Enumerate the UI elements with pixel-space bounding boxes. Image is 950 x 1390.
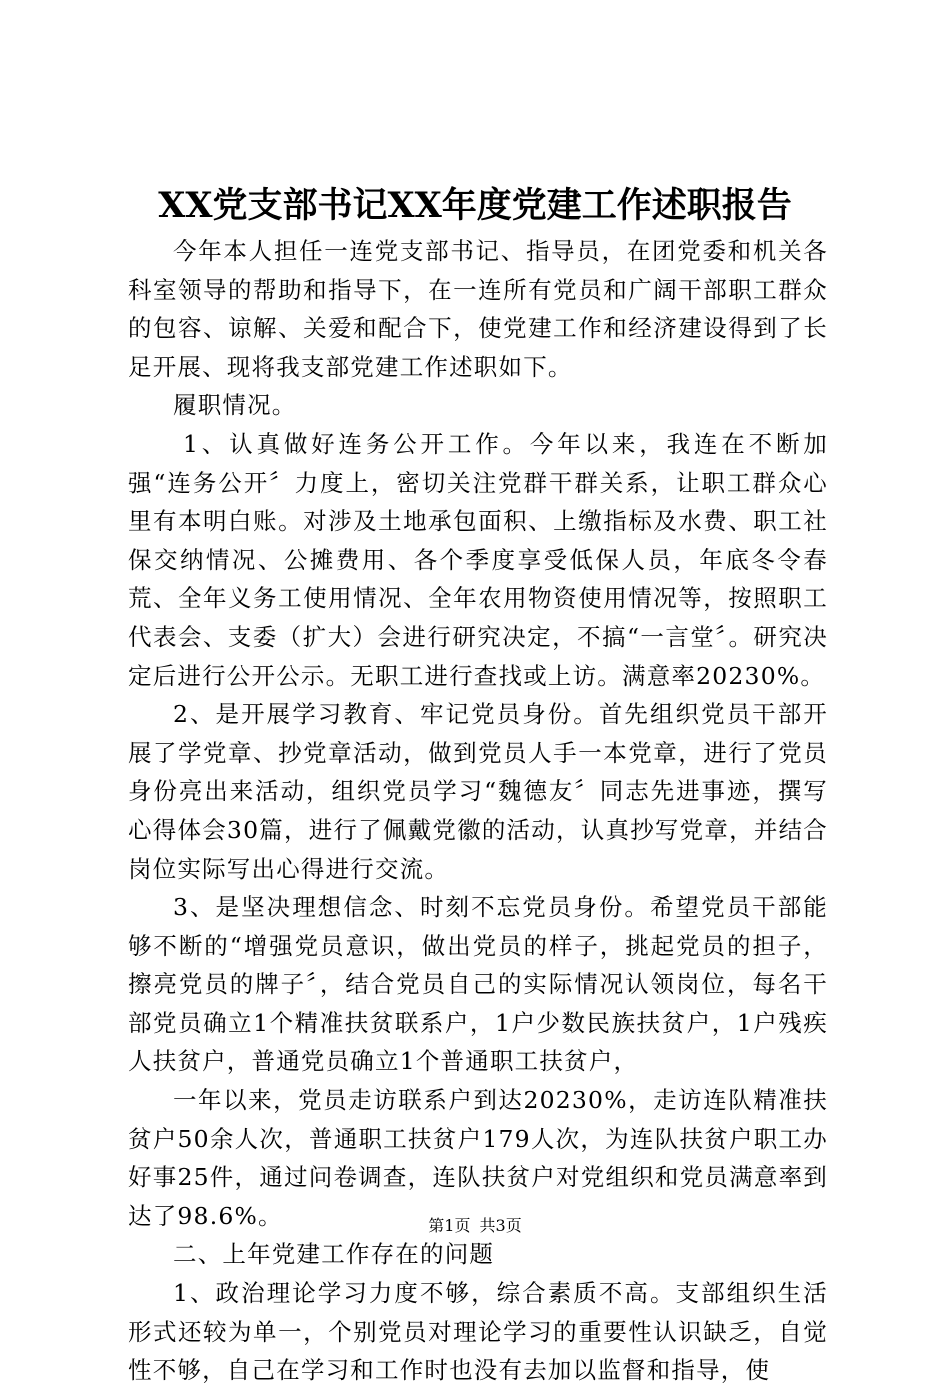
- paragraph-problem-1: 1、政治理论学习力度不够，综合素质不高。支部组织生活形式还较为单一，个别党员对理论学习的重要性认识缺乏，自觉性不够，自己在学习和工作时也没有去加以监督和指导，使: [128, 1279, 828, 1385]
- page-footer: [0, 1214, 950, 1238]
- document-title: XX党支部书记XX年度党建工作述职报告: [158, 185, 792, 226]
- paragraph-item-1: 1、认真做好连务公开工作。今年以来，我连在不断加强“连务公开〞力度上，密切关注党群干群关系，让职工群众心里有本明白账。对涉及土地承包面积、上缴指标及水费、职工社保交纳情况、公摊费用、各个季度享受低保人员，年底冬令春荒、全年义务工使用情况、全年农用物资使用情况等，按照职工代表会、支委（扩大）会进行研究决定，不搞“一言堂〞。研究决定后进行公开公示。无职工进行查找或上访。满意率20230%。: [128, 429, 828, 690]
- paragraph-heading-duties: 履职情况。: [173, 391, 297, 420]
- paragraph-yearly-results: 一年以来，党员走访联系户到达20230%，走访连队精准扶贫户50余人次，普通职工扶贫户179人次，为连队扶贫户职工办好事25件，通过问卷调查，连队扶贫户对党组织和党员满意率到达了98.6%。: [128, 1086, 828, 1230]
- page-number: 第1页: [428, 1216, 471, 1235]
- paragraph-heading-problems: 二、上年党建工作存在的问题: [173, 1240, 495, 1269]
- paragraph-item-3: 3、是坚决理想信念、时刻不忘党员身份。希望党员干部能够不断的“增强党员意识，做出党员的样子，挑起党员的担子，擦亮党员的牌子〞，结合党员自己的实际情况认领岗位，每名干部党员确立1个精准扶贫联系户，1户少数民族扶贫户，1户残疾人扶贫户，普通党员确立1个普通职工扶贫户，: [128, 893, 828, 1076]
- page-total: 共3页: [479, 1216, 522, 1235]
- paragraph-item-2: 2、是开展学习教育、牢记党员身份。首先组织党员干部开展了学党章、抄党章活动，做到党员人手一本党章，进行了党员身份亮出来活动，组织党员学习“魏德友〞同志先进事迹，撰写心得体会30篇，进行了佩戴党徽的活动，认真抄写党章，并结合岗位实际写出心得进行交流。: [128, 700, 828, 883]
- paragraph-intro: 今年本人担任一连党支部书记、指导员，在团党委和机关各科室领导的帮助和指导下，在一连所有党员和广阔干部职工群众的包容、谅解、关爱和配合下，使党建工作和经济建设得到了长足开展、现将我支部党建工作述职如下。: [128, 237, 828, 381]
